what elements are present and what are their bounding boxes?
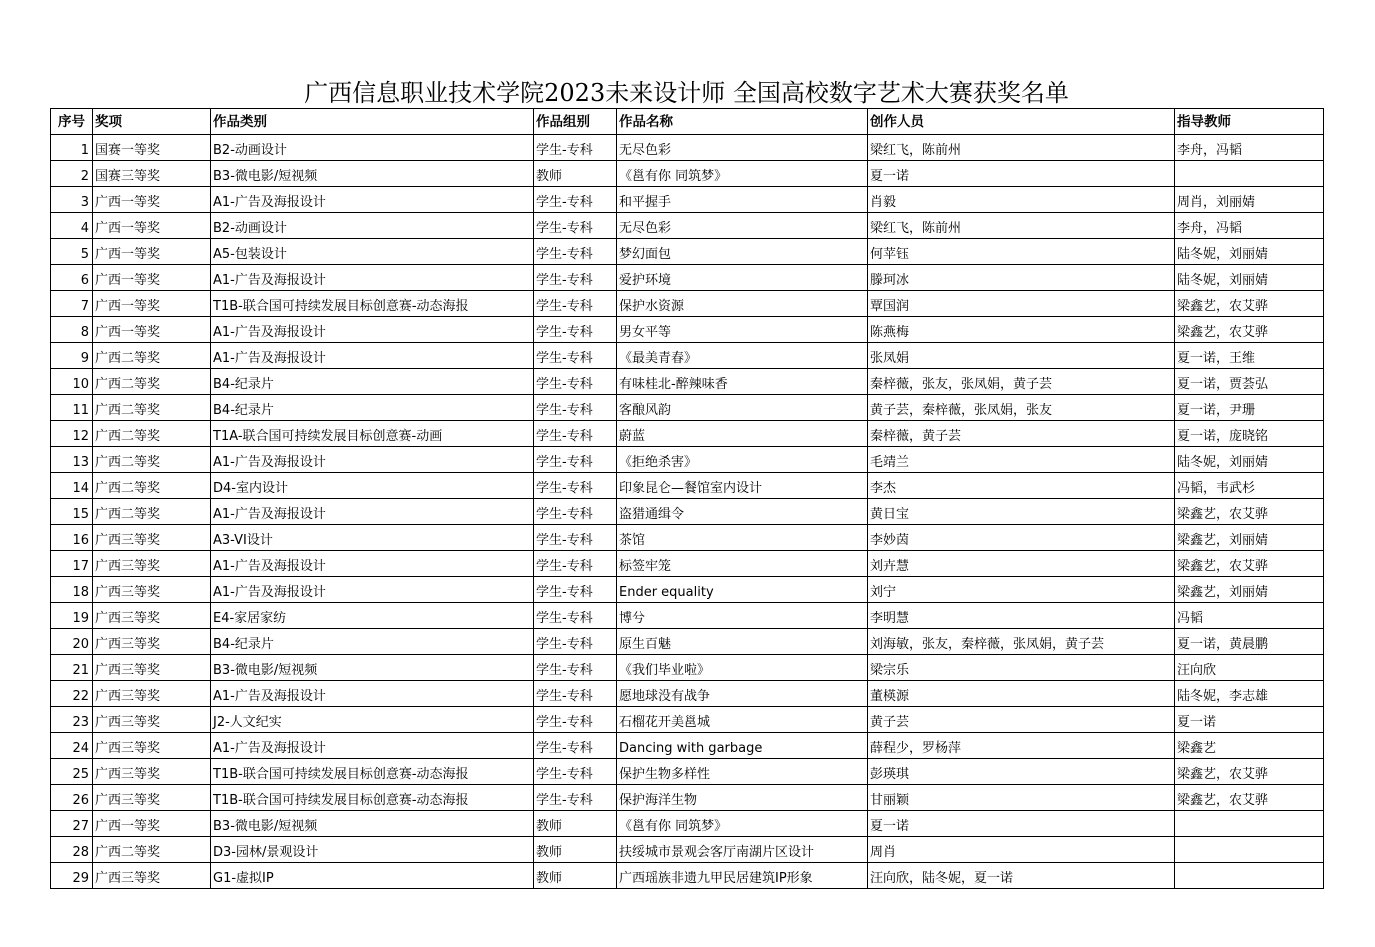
cell-category: B2-动画设计 — [211, 213, 534, 239]
cell-award: 广西一等奖 — [93, 187, 211, 213]
cell-creators: 毛靖兰 — [868, 447, 1175, 473]
cell-work-name: 蔚蓝 — [617, 421, 868, 447]
cell-work-name: 有味桂北-醉辣味香 — [617, 369, 868, 395]
cell-work-name: 石榴花开美邕城 — [617, 707, 868, 733]
cell-award: 广西三等奖 — [93, 655, 211, 681]
cell-index: 13 — [51, 447, 93, 473]
cell-creators: 秦梓薇，张友，张凤娟，黄子芸 — [868, 369, 1175, 395]
cell-creators: 覃国润 — [868, 291, 1175, 317]
cell-group: 学生-专科 — [534, 135, 617, 161]
cell-category: A1-广告及海报设计 — [211, 577, 534, 603]
cell-work-name: 《邕有你 同筑梦》 — [617, 161, 868, 187]
cell-award: 广西三等奖 — [93, 629, 211, 655]
table-row — [51, 447, 1324, 473]
cell-work-name: 广西瑶族非遗九甲民居建筑IP形象 — [617, 863, 868, 889]
cell-category: A1-广告及海报设计 — [211, 317, 534, 343]
cell-advisors: 陆冬妮，刘丽婧 — [1175, 447, 1324, 473]
cell-group: 教师 — [534, 811, 617, 837]
cell-creators: 刘海敏，张友，秦梓薇，张凤娟，黄子芸 — [868, 629, 1175, 655]
cell-group: 学生-专科 — [534, 239, 617, 265]
cell-advisors: 陆冬妮，刘丽婧 — [1175, 265, 1324, 291]
cell-work-name: 爱护环境 — [617, 265, 868, 291]
cell-group: 学生-专科 — [534, 577, 617, 603]
cell-work-name: 《邕有你 同筑梦》 — [617, 811, 868, 837]
table-body — [51, 135, 1324, 889]
cell-advisors: 夏一诺，尹珊 — [1175, 395, 1324, 421]
cell-creators: 汪向欣，陆冬妮，夏一诺 — [868, 863, 1175, 889]
cell-category: B4-纪录片 — [211, 629, 534, 655]
cell-advisors: 周肖，刘丽婧 — [1175, 187, 1324, 213]
header-award: 奖项 — [93, 109, 211, 135]
cell-creators: 甘丽颖 — [868, 785, 1175, 811]
cell-group: 教师 — [534, 161, 617, 187]
cell-index: 29 — [51, 863, 93, 889]
cell-work-name: 和平握手 — [617, 187, 868, 213]
cell-index: 15 — [51, 499, 93, 525]
cell-advisors: 夏一诺 — [1175, 707, 1324, 733]
cell-award: 广西三等奖 — [93, 785, 211, 811]
cell-award: 广西二等奖 — [93, 395, 211, 421]
cell-index: 17 — [51, 551, 93, 577]
cell-advisors: 陆冬妮，李志雄 — [1175, 681, 1324, 707]
cell-advisors: 梁鑫艺，农艾骅 — [1175, 499, 1324, 525]
cell-advisors — [1175, 161, 1324, 187]
cell-index: 8 — [51, 317, 93, 343]
cell-advisors: 梁鑫艺，农艾骅 — [1175, 291, 1324, 317]
cell-index: 19 — [51, 603, 93, 629]
cell-index: 9 — [51, 343, 93, 369]
table-row — [51, 187, 1324, 213]
cell-creators: 李杰 — [868, 473, 1175, 499]
cell-advisors: 夏一诺，庞晓铭 — [1175, 421, 1324, 447]
table-row — [51, 863, 1324, 889]
table-row — [51, 317, 1324, 343]
table-row — [51, 135, 1324, 161]
cell-work-name: 标签牢笼 — [617, 551, 868, 577]
cell-index: 27 — [51, 811, 93, 837]
cell-award: 广西三等奖 — [93, 603, 211, 629]
cell-index: 18 — [51, 577, 93, 603]
page-title: 广西信息职业技术学院2023未来设计师 全国高校数字艺术大赛获奖名单 — [304, 79, 1069, 107]
cell-award: 广西二等奖 — [93, 421, 211, 447]
cell-work-name: 《我们毕业啦》 — [617, 655, 868, 681]
cell-category: G1-虚拟IP — [211, 863, 534, 889]
cell-work-name: 博兮 — [617, 603, 868, 629]
cell-creators: 刘卉慧 — [868, 551, 1175, 577]
cell-group: 学生-专科 — [534, 369, 617, 395]
table-row — [51, 603, 1324, 629]
cell-group: 学生-专科 — [534, 343, 617, 369]
cell-creators: 梁红飞，陈前州 — [868, 213, 1175, 239]
cell-award: 国赛三等奖 — [93, 161, 211, 187]
table-row — [51, 499, 1324, 525]
table-row — [51, 655, 1324, 681]
cell-index: 12 — [51, 421, 93, 447]
cell-work-name: 愿地球没有战争 — [617, 681, 868, 707]
cell-category: D3-园林/景观设计 — [211, 837, 534, 863]
cell-award: 广西三等奖 — [93, 551, 211, 577]
cell-group: 学生-专科 — [534, 499, 617, 525]
cell-group: 学生-专科 — [534, 707, 617, 733]
cell-category: B4-纪录片 — [211, 369, 534, 395]
cell-category: T1B-联合国可持续发展目标创意赛-动态海报 — [211, 759, 534, 785]
cell-work-name: Ender equality — [617, 577, 868, 603]
cell-creators: 肖毅 — [868, 187, 1175, 213]
cell-creators: 周肖 — [868, 837, 1175, 863]
cell-creators: 何苹钰 — [868, 239, 1175, 265]
cell-index: 25 — [51, 759, 93, 785]
cell-group: 学生-专科 — [534, 187, 617, 213]
table-row — [51, 811, 1324, 837]
cell-group: 学生-专科 — [534, 265, 617, 291]
cell-award: 广西一等奖 — [93, 239, 211, 265]
cell-index: 11 — [51, 395, 93, 421]
cell-award: 广西二等奖 — [93, 473, 211, 499]
cell-group: 学生-专科 — [534, 213, 617, 239]
cell-work-name: 保护水资源 — [617, 291, 868, 317]
cell-group: 学生-专科 — [534, 395, 617, 421]
cell-group: 学生-专科 — [534, 681, 617, 707]
cell-index: 28 — [51, 837, 93, 863]
cell-index: 4 — [51, 213, 93, 239]
cell-group: 学生-专科 — [534, 473, 617, 499]
cell-category: A5-包装设计 — [211, 239, 534, 265]
cell-creators: 梁红飞，陈前州 — [868, 135, 1175, 161]
cell-category: E4-家居家纺 — [211, 603, 534, 629]
cell-award: 广西三等奖 — [93, 681, 211, 707]
cell-advisors: 陆冬妮，刘丽婧 — [1175, 239, 1324, 265]
cell-creators: 刘宁 — [868, 577, 1175, 603]
cell-award: 广西一等奖 — [93, 811, 211, 837]
cell-work-name: 梦幻面包 — [617, 239, 868, 265]
cell-work-name: 《最美青春》 — [617, 343, 868, 369]
cell-creators: 梁宗乐 — [868, 655, 1175, 681]
cell-award: 广西三等奖 — [93, 733, 211, 759]
cell-index: 20 — [51, 629, 93, 655]
header-advisors: 指导教师 — [1175, 109, 1324, 135]
cell-creators: 彭瑛琪 — [868, 759, 1175, 785]
cell-award: 国赛一等奖 — [93, 135, 211, 161]
header-category: 作品类别 — [211, 109, 534, 135]
cell-advisors — [1175, 811, 1324, 837]
cell-advisors: 梁鑫艺，农艾骅 — [1175, 785, 1324, 811]
cell-award: 广西一等奖 — [93, 265, 211, 291]
cell-group: 学生-专科 — [534, 603, 617, 629]
cell-advisors: 夏一诺，黄晨鹏 — [1175, 629, 1324, 655]
cell-index: 21 — [51, 655, 93, 681]
cell-group: 学生-专科 — [534, 551, 617, 577]
cell-index: 23 — [51, 707, 93, 733]
cell-award: 广西三等奖 — [93, 863, 211, 889]
cell-category: T1B-联合国可持续发展目标创意赛-动态海报 — [211, 785, 534, 811]
cell-advisors: 李舟，冯韬 — [1175, 135, 1324, 161]
table-row — [51, 369, 1324, 395]
cell-group: 学生-专科 — [534, 291, 617, 317]
table-row — [51, 707, 1324, 733]
cell-category: B3-微电影/短视频 — [211, 811, 534, 837]
table-row — [51, 525, 1324, 551]
cell-work-name: 保护海洋生物 — [617, 785, 868, 811]
cell-group: 教师 — [534, 837, 617, 863]
cell-index: 10 — [51, 369, 93, 395]
cell-group: 学生-专科 — [534, 421, 617, 447]
cell-work-name: 扶绥城市景观会客厅南湖片区设计 — [617, 837, 868, 863]
cell-award: 广西二等奖 — [93, 447, 211, 473]
cell-group: 学生-专科 — [534, 525, 617, 551]
cell-work-name: Dancing with garbage — [617, 733, 868, 759]
table-row — [51, 759, 1324, 785]
cell-advisors: 冯韬，韦武杉 — [1175, 473, 1324, 499]
cell-creators: 李明慧 — [868, 603, 1175, 629]
cell-award: 广西一等奖 — [93, 317, 211, 343]
cell-advisors: 梁鑫艺，农艾骅 — [1175, 317, 1324, 343]
header-index: 序号 — [51, 109, 93, 135]
cell-category: T1B-联合国可持续发展目标创意赛-动态海报 — [211, 291, 534, 317]
cell-award: 广西三等奖 — [93, 707, 211, 733]
cell-advisors: 汪向欣 — [1175, 655, 1324, 681]
cell-group: 学生-专科 — [534, 759, 617, 785]
table-row — [51, 733, 1324, 759]
header-group: 作品组别 — [534, 109, 617, 135]
cell-award: 广西三等奖 — [93, 759, 211, 785]
table-row — [51, 421, 1324, 447]
table-row — [51, 577, 1324, 603]
table-row — [51, 161, 1324, 187]
cell-index: 16 — [51, 525, 93, 551]
cell-creators: 薛程少，罗杨萍 — [868, 733, 1175, 759]
table-row — [51, 239, 1324, 265]
cell-work-name: 无尽色彩 — [617, 135, 868, 161]
cell-creators: 李妙茵 — [868, 525, 1175, 551]
cell-index: 26 — [51, 785, 93, 811]
cell-advisors: 梁鑫艺，农艾骅 — [1175, 759, 1324, 785]
cell-group: 学生-专科 — [534, 655, 617, 681]
table-row — [51, 681, 1324, 707]
cell-award: 广西二等奖 — [93, 837, 211, 863]
cell-group: 学生-专科 — [534, 317, 617, 343]
cell-award: 广西三等奖 — [93, 577, 211, 603]
cell-advisors: 李舟，冯韬 — [1175, 213, 1324, 239]
cell-category: A3-VI设计 — [211, 525, 534, 551]
cell-creators: 黄日宝 — [868, 499, 1175, 525]
cell-work-name: 男女平等 — [617, 317, 868, 343]
cell-creators: 黄子芸 — [868, 707, 1175, 733]
header-creators: 创作人员 — [868, 109, 1175, 135]
cell-award: 广西一等奖 — [93, 213, 211, 239]
cell-group: 学生-专科 — [534, 733, 617, 759]
cell-award: 广西三等奖 — [93, 525, 211, 551]
cell-index: 7 — [51, 291, 93, 317]
cell-index: 24 — [51, 733, 93, 759]
cell-category: A1-广告及海报设计 — [211, 343, 534, 369]
cell-work-name: 印象昆仑—餐馆室内设计 — [617, 473, 868, 499]
cell-advisors — [1175, 837, 1324, 863]
cell-advisors: 冯韬 — [1175, 603, 1324, 629]
header-row — [51, 109, 1324, 135]
cell-creators: 陈燕梅 — [868, 317, 1175, 343]
cell-work-name: 《拒绝杀害》 — [617, 447, 868, 473]
cell-creators: 夏一诺 — [868, 811, 1175, 837]
table-row — [51, 291, 1324, 317]
cell-work-name: 无尽色彩 — [617, 213, 868, 239]
cell-work-name: 客酿风韵 — [617, 395, 868, 421]
cell-index: 14 — [51, 473, 93, 499]
cell-advisors: 夏一诺，贾荟弘 — [1175, 369, 1324, 395]
cell-advisors: 梁鑫艺 — [1175, 733, 1324, 759]
table-row — [51, 551, 1324, 577]
cell-category: A1-广告及海报设计 — [211, 447, 534, 473]
cell-creators: 张凤娟 — [868, 343, 1175, 369]
award-table — [50, 108, 1324, 889]
table-row — [51, 343, 1324, 369]
cell-work-name: 茶馆 — [617, 525, 868, 551]
cell-category: A1-广告及海报设计 — [211, 551, 534, 577]
cell-advisors: 梁鑫艺，刘丽婧 — [1175, 525, 1324, 551]
table-row — [51, 395, 1324, 421]
cell-group: 学生-专科 — [534, 447, 617, 473]
cell-index: 3 — [51, 187, 93, 213]
cell-category: A1-广告及海报设计 — [211, 499, 534, 525]
cell-advisors: 夏一诺，王维 — [1175, 343, 1324, 369]
table-row — [51, 213, 1324, 239]
cell-creators: 董楧源 — [868, 681, 1175, 707]
cell-award: 广西二等奖 — [93, 369, 211, 395]
cell-group: 教师 — [534, 863, 617, 889]
table-row — [51, 785, 1324, 811]
cell-work-name: 原生百魅 — [617, 629, 868, 655]
cell-creators: 滕珂冰 — [868, 265, 1175, 291]
cell-category: A1-广告及海报设计 — [211, 681, 534, 707]
cell-category: A1-广告及海报设计 — [211, 187, 534, 213]
cell-award: 广西二等奖 — [93, 499, 211, 525]
cell-work-name: 盗猎通缉令 — [617, 499, 868, 525]
cell-award: 广西一等奖 — [93, 291, 211, 317]
cell-group: 学生-专科 — [534, 785, 617, 811]
cell-index: 22 — [51, 681, 93, 707]
cell-advisors: 梁鑫艺，农艾骅 — [1175, 551, 1324, 577]
table-row — [51, 837, 1324, 863]
cell-category: T1A-联合国可持续发展目标创意赛-动画 — [211, 421, 534, 447]
table-row — [51, 473, 1324, 499]
cell-index: 1 — [51, 135, 93, 161]
cell-index: 5 — [51, 239, 93, 265]
cell-category: D4-室内设计 — [211, 473, 534, 499]
cell-advisors: 梁鑫艺，刘丽婧 — [1175, 577, 1324, 603]
cell-work-name: 保护生物多样性 — [617, 759, 868, 785]
cell-creators: 夏一诺 — [868, 161, 1175, 187]
header-work-name: 作品名称 — [617, 109, 868, 135]
cell-group: 学生-专科 — [534, 629, 617, 655]
cell-creators: 秦梓薇，黄子芸 — [868, 421, 1175, 447]
cell-category: J2-人文纪实 — [211, 707, 534, 733]
cell-award: 广西二等奖 — [93, 343, 211, 369]
table-row — [51, 629, 1324, 655]
cell-category: B3-微电影/短视频 — [211, 161, 534, 187]
table-row — [51, 265, 1324, 291]
cell-category: A1-广告及海报设计 — [211, 733, 534, 759]
cell-category: A1-广告及海报设计 — [211, 265, 534, 291]
cell-index: 2 — [51, 161, 93, 187]
cell-category: B4-纪录片 — [211, 395, 534, 421]
cell-advisors — [1175, 863, 1324, 889]
cell-index: 6 — [51, 265, 93, 291]
cell-category: B2-动画设计 — [211, 135, 534, 161]
cell-creators: 黄子芸，秦梓薇，张凤娟，张友 — [868, 395, 1175, 421]
cell-category: B3-微电影/短视频 — [211, 655, 534, 681]
